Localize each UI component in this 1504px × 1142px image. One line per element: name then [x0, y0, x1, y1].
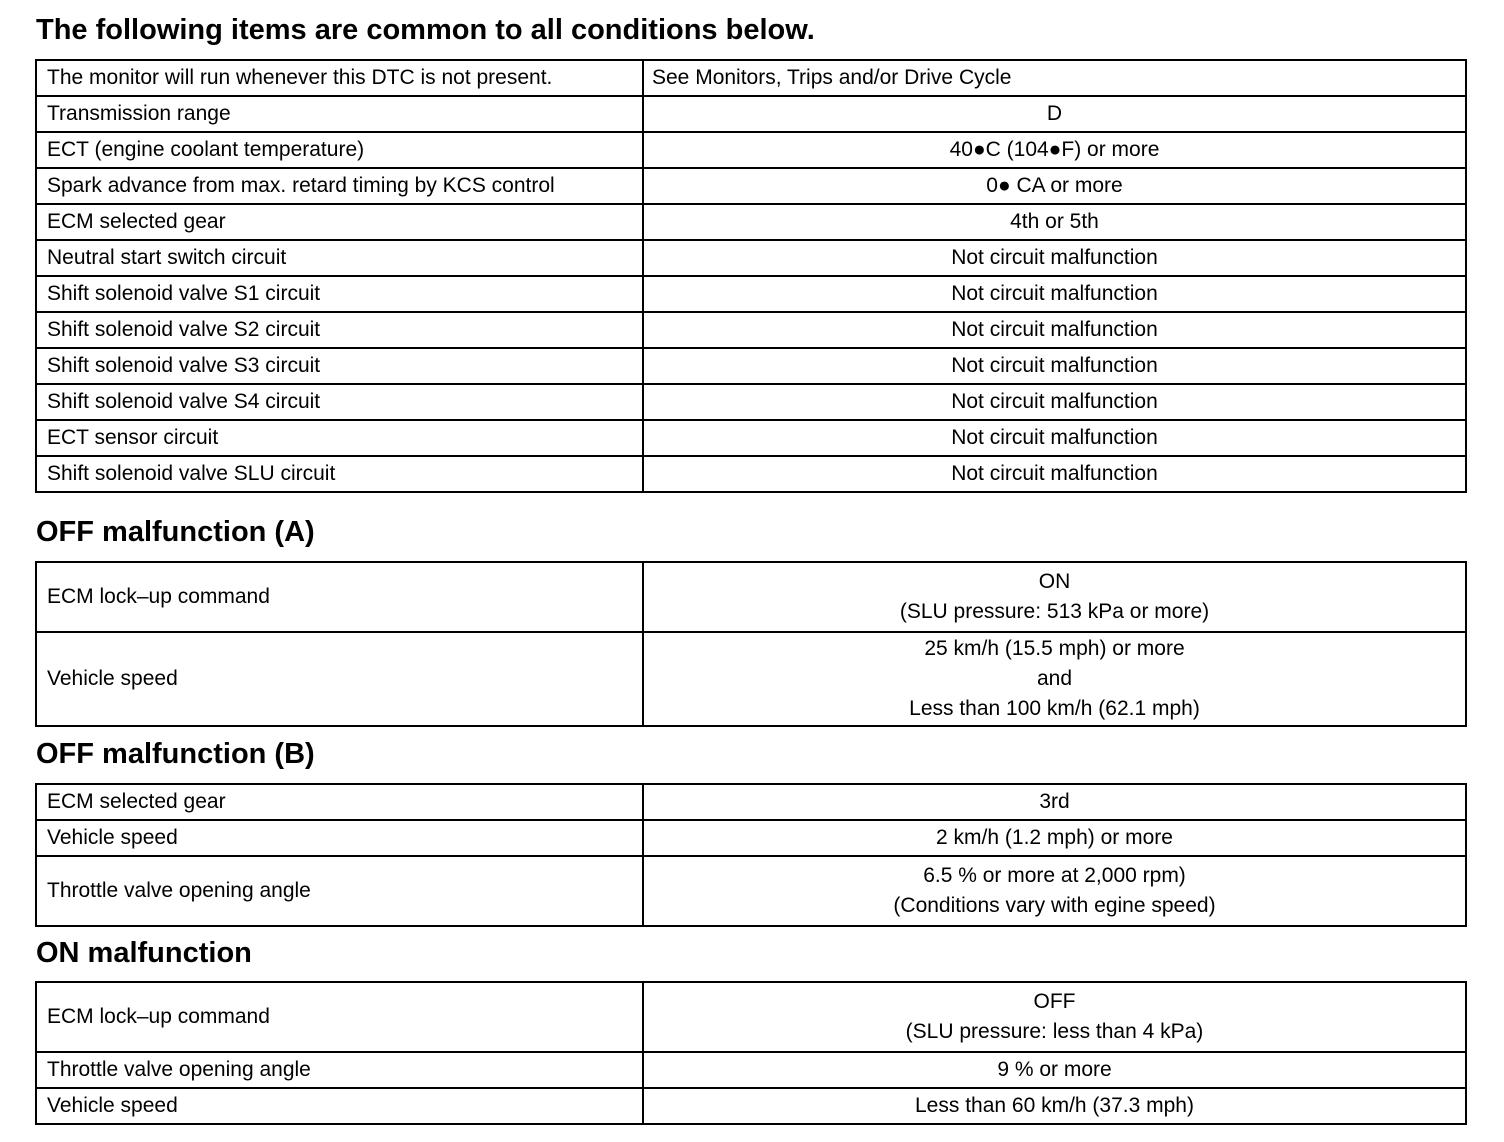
condition-label: Transmission range — [36, 96, 643, 132]
condition-label: Vehicle speed — [36, 820, 643, 856]
condition-label: ECT sensor circuit — [36, 420, 643, 456]
condition-value-line: Less than 100 km/h (62.1 mph) — [909, 697, 1200, 720]
condition-value: Not circuit malfunction — [643, 276, 1466, 312]
condition-value: 40●C (104●F) or more — [643, 132, 1466, 168]
table-row — [36, 312, 1466, 348]
condition-value: See Monitors, Trips and/or Drive Cycle — [643, 60, 1466, 96]
condition-value: 3rd — [643, 784, 1466, 820]
condition-value — [643, 562, 1466, 632]
condition-value: Not circuit malfunction — [643, 456, 1466, 492]
condition-value: Not circuit malfunction — [643, 384, 1466, 420]
condition-value: Not circuit malfunction — [643, 348, 1466, 384]
condition-label: ECM lock–up command — [36, 562, 643, 632]
table-row — [36, 982, 1466, 1052]
common-conditions-heading: The following items are common to all conditions below. — [36, 14, 815, 46]
on-malfunction-heading: ON malfunction — [36, 937, 252, 969]
table-row — [36, 784, 1466, 820]
off-malfunction-b-table — [35, 783, 1467, 927]
condition-label: Neutral start switch circuit — [36, 240, 643, 276]
condition-value — [643, 856, 1466, 926]
condition-value-line: (Conditions vary with egine speed) — [893, 894, 1216, 917]
condition-label: Shift solenoid valve S1 circuit — [36, 276, 643, 312]
condition-label: ECT (engine coolant temperature) — [36, 132, 643, 168]
condition-label: ECM lock–up command — [36, 982, 643, 1052]
condition-label: The monitor will run whenever this DTC is not present. — [36, 60, 643, 96]
condition-value: Not circuit malfunction — [643, 420, 1466, 456]
table-row — [36, 820, 1466, 856]
table-row — [36, 562, 1466, 632]
table-row — [36, 132, 1466, 168]
table-row — [36, 384, 1466, 420]
condition-label: ECM selected gear — [36, 784, 643, 820]
condition-value: D — [643, 96, 1466, 132]
condition-value-line: 6.5 % or more at 2,000 rpm) — [923, 864, 1186, 887]
condition-label: Vehicle speed — [36, 1088, 643, 1124]
table-row — [36, 348, 1466, 384]
table-row — [36, 1052, 1466, 1088]
condition-label: Shift solenoid valve S3 circuit — [36, 348, 643, 384]
condition-label: Vehicle speed — [36, 632, 643, 726]
table-row — [36, 456, 1466, 492]
condition-label: Throttle valve opening angle — [36, 856, 643, 926]
condition-value: Not circuit malfunction — [643, 312, 1466, 348]
condition-value — [643, 632, 1466, 726]
condition-value-line: (SLU pressure: less than 4 kPa) — [905, 1020, 1204, 1043]
condition-value: Less than 60 km/h (37.3 mph) — [643, 1088, 1466, 1124]
table-row — [36, 240, 1466, 276]
condition-label: Throttle valve opening angle — [36, 1052, 643, 1088]
table-row — [36, 204, 1466, 240]
off-malfunction-a-heading: OFF malfunction (A) — [36, 516, 315, 548]
condition-value-line: 25 km/h (15.5 mph) or more — [924, 637, 1185, 660]
on-malfunction-table — [35, 981, 1467, 1125]
condition-label: ECM selected gear — [36, 204, 643, 240]
condition-value — [643, 982, 1466, 1052]
condition-value-line: OFF — [1033, 990, 1076, 1013]
condition-value-line: (SLU pressure: 513 kPa or more) — [899, 600, 1210, 623]
condition-value-line: ON — [1038, 570, 1071, 593]
table-row — [36, 96, 1466, 132]
condition-label: Shift solenoid valve S2 circuit — [36, 312, 643, 348]
table-row — [36, 1088, 1466, 1124]
table-row — [36, 856, 1466, 926]
condition-value: Not circuit malfunction — [643, 240, 1466, 276]
condition-value-line: and — [1036, 667, 1073, 690]
condition-value: 4th or 5th — [643, 204, 1466, 240]
table-row — [36, 276, 1466, 312]
condition-value: 0● CA or more — [643, 168, 1466, 204]
common-conditions-table — [35, 59, 1467, 493]
table-row — [36, 632, 1466, 726]
condition-value: 2 km/h (1.2 mph) or more — [643, 820, 1466, 856]
condition-label: Spark advance from max. retard timing by KCS control — [36, 168, 643, 204]
condition-value: 9 % or more — [643, 1052, 1466, 1088]
condition-label: Shift solenoid valve SLU circuit — [36, 456, 643, 492]
table-row — [36, 60, 1466, 96]
condition-label: Shift solenoid valve S4 circuit — [36, 384, 643, 420]
off-malfunction-a-table — [35, 561, 1467, 727]
table-row — [36, 168, 1466, 204]
table-row — [36, 420, 1466, 456]
off-malfunction-b-heading: OFF malfunction (B) — [36, 738, 315, 770]
